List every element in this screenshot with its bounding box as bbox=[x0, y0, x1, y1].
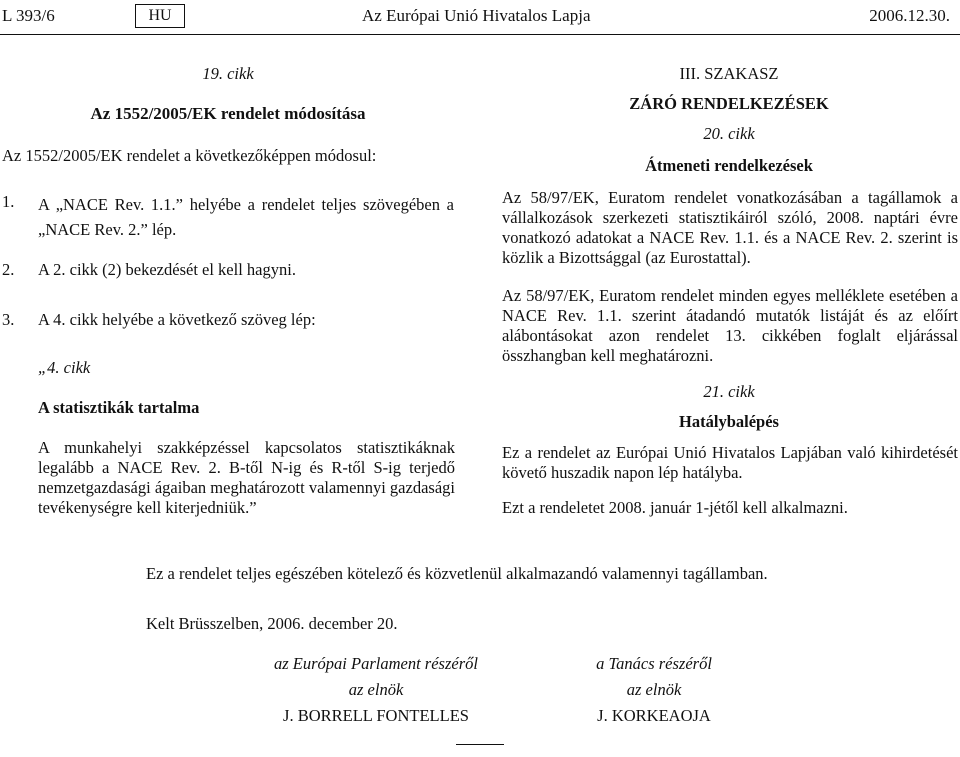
signature-parliament-for: az Európai Parlament részéről bbox=[274, 654, 478, 673]
article-19-intro: Az 1552/2005/EK rendelet a következőképpen módosul: bbox=[2, 146, 377, 165]
article-20-paragraph-2: Az 58/97/EK, Euratom rendelet minden egyes melléklete esetében a NACE Rev. 1.1. szerint átadandó mutatók listáját és az előírt alábontásokat azon rendelet 13. cikkében foglalt eljárással összhangban kell meghatározni. bbox=[502, 286, 958, 365]
list-item-number: 3. bbox=[2, 310, 15, 329]
journal-title: Az Európai Unió Hivatalos Lapja bbox=[362, 6, 591, 25]
place-and-date: Kelt Brüsszelben, 2006. december 20. bbox=[146, 614, 398, 633]
list-item-text: A 4. cikk helyébe a következő szöveg lép: bbox=[38, 310, 316, 329]
signature-parliament-name: J. BORRELL FONTELLES bbox=[283, 706, 469, 725]
signature-council-for: a Tanács részéről bbox=[596, 654, 712, 673]
list-item-number: 1. bbox=[2, 192, 15, 211]
signature-parliament-role: az elnök bbox=[348, 680, 404, 699]
language-badge: HU bbox=[135, 4, 185, 28]
page-reference: L 393/6 bbox=[2, 6, 55, 25]
list-item-text: A 2. cikk (2) bekezdését el kell hagyni. bbox=[38, 260, 296, 279]
header-divider bbox=[0, 34, 960, 35]
article-20-number: 20. cikk bbox=[703, 124, 755, 143]
article-19-title: Az 1552/2005/EK rendelet módosítása bbox=[90, 104, 366, 123]
quoted-article-text: A munkahelyi szakképzéssel kapcsolatos statisztikáknak legalább a NACE Rev. 2. B-től N-ig és R-től S-ig terjedő nemzetgazdasági ágaiban meghatározott valamennyi gazdasági tevékenységre kell kiterjedniük.” bbox=[38, 438, 455, 517]
article-20-paragraph-1: Az 58/97/EK, Euratom rendelet vonatkozásában a tagállamok a vállalkozások szerkezeti statisztikáiról szóló, 2008. naptári évre vonatkozó adatokat a NACE Rev. 1.1. és a NACE Rev. 2. szerint is közlik a Bizottsággal (az Eurostattal). bbox=[502, 188, 958, 267]
section-title: ZÁRÓ RENDELKEZÉSEK bbox=[629, 94, 829, 113]
quoted-article-title: A statisztikák tartalma bbox=[38, 398, 200, 417]
article-21-title: Hatálybalépés bbox=[679, 412, 779, 431]
article-20-title: Átmeneti rendelkezések bbox=[645, 156, 813, 175]
article-21-number: 21. cikk bbox=[703, 382, 755, 401]
list-item-number: 2. bbox=[2, 260, 15, 279]
publication-date: 2006.12.30. bbox=[869, 6, 950, 25]
binding-statement: Ez a rendelet teljes egészében kötelező és közvetlenül alkalmazandó valamennyi tagállamban. bbox=[146, 564, 768, 583]
signature-council-role: az elnök bbox=[626, 680, 682, 699]
signature-council-name: J. KORKEAOJA bbox=[597, 706, 711, 725]
list-item-text: A „NACE Rev. 1.1.” helyébe a rendelet teljes szövegében a „NACE Rev. 2.” lép. bbox=[38, 195, 454, 239]
article-21-paragraph-2: Ezt a rendeletet 2008. január 1-jétől kell alkalmazni. bbox=[502, 498, 848, 517]
quoted-article-number: „4. cikk bbox=[38, 358, 91, 377]
footer-divider bbox=[456, 744, 504, 745]
article-21-paragraph-1: Ez a rendelet az Európai Unió Hivatalos Lapjában való kihirdetését követő huszadik napon lép hatályba. bbox=[502, 443, 958, 482]
section-number: III. SZAKASZ bbox=[679, 64, 779, 83]
article-19-number: 19. cikk bbox=[202, 64, 254, 83]
